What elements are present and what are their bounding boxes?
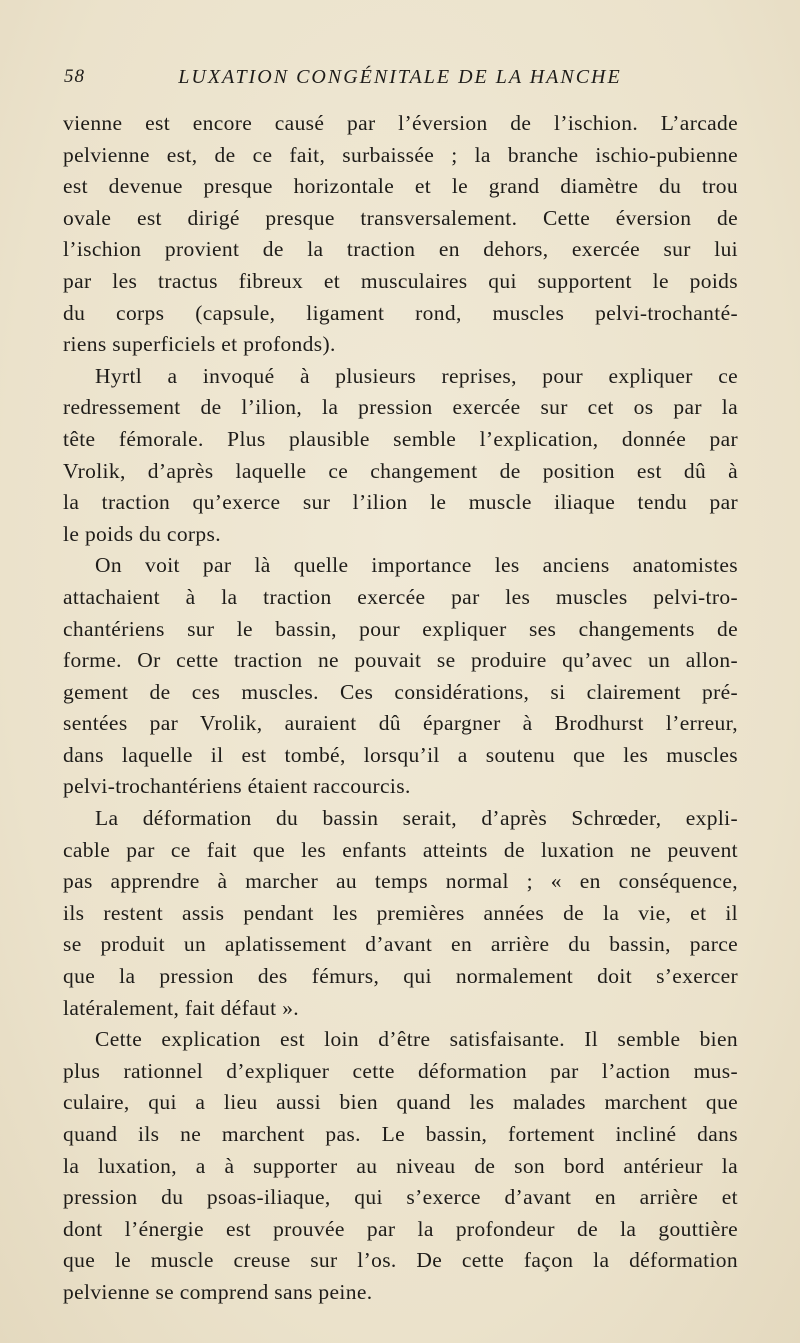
text-line: On voit par là quelle importance les anciens anatomistes bbox=[95, 553, 738, 578]
text-line: dont l’énergie est prouvée par la profondeur de la gouttière bbox=[63, 1216, 738, 1241]
text-line: est devenue presque horizontale et le grand diamètre du trou bbox=[63, 174, 738, 199]
text-line: chantériens sur le bassin, pour expliquer ses changements de bbox=[63, 616, 738, 641]
text-line: dans laquelle il est tombé, lorsqu’il a soutenu que les muscles bbox=[63, 742, 738, 767]
text-line: cable par ce fait que les enfants atteints de luxation ne peuvent bbox=[63, 837, 738, 862]
text-line: riens superficiels et profonds). bbox=[63, 332, 336, 357]
text-line: l’ischion provient de la traction en dehors, exercée sur lui bbox=[63, 237, 738, 262]
text-line: se produit un aplatissement d’avant en arrière du bassin, parce bbox=[63, 932, 738, 957]
text-line: Hyrtl a invoqué à plusieurs reprises, pour expliquer ce bbox=[95, 363, 738, 388]
text-line: pression du psoas-iliaque, qui s’exerce d’avant en arrière et bbox=[63, 1185, 738, 1210]
text-line: que le muscle creuse sur l’os. De cette façon la déformation bbox=[63, 1248, 738, 1273]
text-line: redressement de l’ilion, la pression exercée sur cet os par la bbox=[63, 395, 738, 420]
page-number: 58 bbox=[64, 66, 85, 87]
text-line: que la pression des fémurs, qui normalement doit s’exercer bbox=[63, 964, 738, 989]
text-line: sentées par Vrolik, auraient dû épargner à Brodhurst l’erreur, bbox=[63, 711, 738, 736]
text-line: pelvi-trochantériens étaient raccourcis. bbox=[63, 774, 411, 799]
text-line: ovale est dirigé presque transversalement. Cette éversion de bbox=[63, 205, 738, 230]
text-line: attachaient à la traction exercée par les muscles pelvi-tro- bbox=[63, 584, 738, 609]
text-line: quand ils ne marchent pas. Le bassin, fortement incliné dans bbox=[63, 1122, 738, 1146]
text-line: tête fémorale. Plus plausible semble l’explication, donnée par bbox=[63, 426, 738, 451]
text-line: la traction qu’exerce sur l’ilion le muscle iliaque tendu par bbox=[63, 490, 738, 515]
text-line: ils restent assis pendant les premières années de la vie, et il bbox=[63, 900, 738, 925]
text-line: le poids du corps. bbox=[63, 521, 221, 546]
body-text bbox=[63, 108, 738, 1309]
running-title: LUXATION CONGÉNITALE DE LA HANCHE bbox=[178, 66, 622, 88]
running-head bbox=[64, 66, 736, 96]
text-line: La déformation du bassin serait, d’après Schrœder, expli- bbox=[95, 806, 738, 831]
text-line: par les tractus fibreux et musculaires qui supportent le poids bbox=[63, 268, 738, 293]
text-line: Vrolik, d’après laquelle ce changement de position est dû à bbox=[63, 458, 738, 483]
text-line: Cette explication est loin d’être satisfaisante. Il semble bien bbox=[95, 1027, 738, 1052]
text-line: plus rationnel d’expliquer cette déformation par l’action mus- bbox=[63, 1058, 738, 1083]
text-line: pelvienne est, de ce fait, surbaissée ; la branche ischio-pubienne bbox=[63, 142, 738, 167]
text-line: la luxation, a à supporter au niveau de son bord antérieur la bbox=[63, 1153, 738, 1178]
text-line: pas apprendre à marcher au temps normal ; « en conséquence, bbox=[63, 869, 738, 894]
text-line: culaire, qui a lieu aussi bien quand les malades marchent que bbox=[63, 1090, 738, 1115]
text-line: forme. Or cette traction ne pouvait se produire qu’avec un allon- bbox=[63, 648, 738, 673]
text-line: du corps (capsule, ligament rond, muscles pelvi-trochanté- bbox=[63, 300, 738, 325]
text-line: gement de ces muscles. Ces considérations, si clairement pré- bbox=[63, 679, 738, 704]
text-line: pelvienne se comprend sans peine. bbox=[63, 1279, 373, 1304]
text-line: vienne est encore causé par l’éversion de l’ischion. L’arcade bbox=[63, 111, 738, 135]
text-line: latéralement, fait défaut ». bbox=[63, 995, 300, 1020]
